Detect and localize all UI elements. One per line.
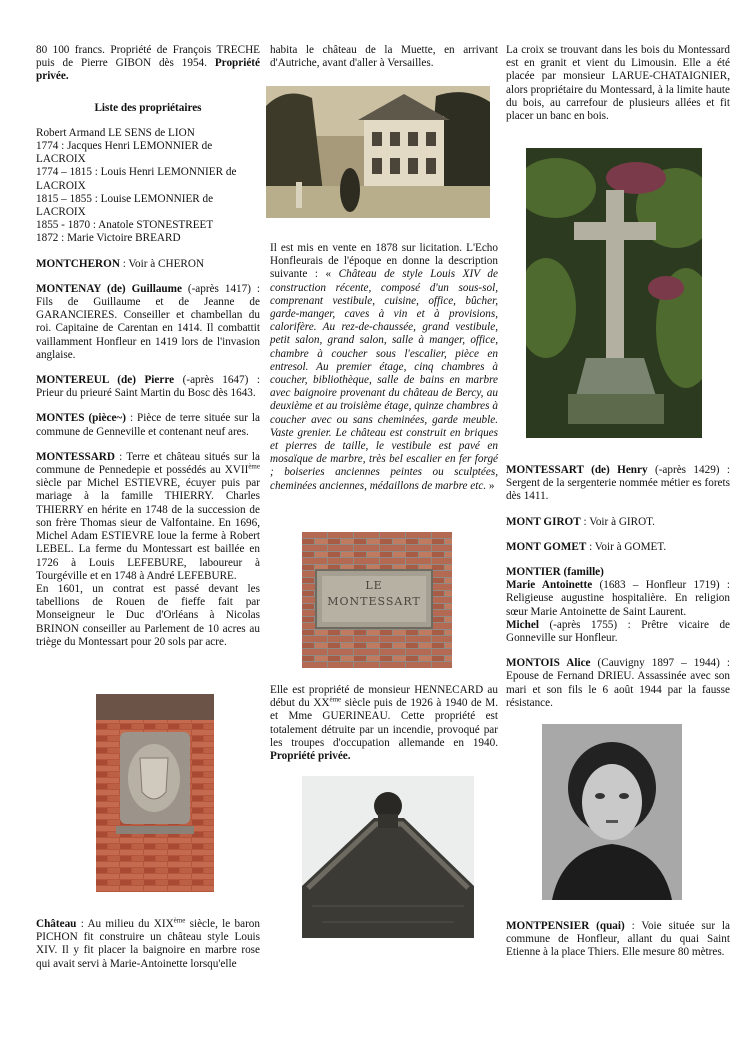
entry-michel: Michel (-après 1755) : Prêtre vicaire de Gonneville sur Honfleur. (506, 618, 730, 645)
sale-description (270, 242, 498, 505)
entry-montessard-contract: En 1601, un contrat est passé devant les tabellions de Rouen de fieffe fait par Monseigneur le Duc d'Orléans à Nicolas BRINON conseiller au Parlement de 10 acres au triège du Montessart pour 20 sols par acre. (36, 582, 260, 648)
entry-chateau: Château : Au milieu du XIXème siècle, le baron PICHON fit construire un château style Louis XIV. Il y fit placer la baignoire en marbre rose qui avait servi à Marie-Antoinette lorsqu'elle (36, 916, 260, 970)
owners-list-title: Liste des propriétaires (94, 101, 202, 114)
column-2 (270, 44, 498, 82)
owner-item: 1774 : Jacques Henri LEMONNIER de LACROIX (36, 140, 213, 166)
trechE-paragraph: 80 100 francs. Propriété de François TRECHE puis de Pierre GIBON dès 1954. Propriété privée. (36, 44, 260, 83)
entry-montier: MONTIER (famille) (506, 566, 604, 579)
entry-montpensier: MONTPENSIER (quai) : Voie située sur la commune de Honfleur, allant du quai Saint Etienne à la place Thiers. Elle mesure 80 mètres. (506, 920, 730, 959)
chateau-entry (36, 918, 260, 983)
plaque-line-2: MONTESSART (327, 595, 421, 608)
plaque-line-1: LE (365, 579, 383, 592)
column-3-entries (506, 464, 730, 722)
portrait-icon (542, 724, 682, 900)
sale-paragraph: Il est mis en vente en 1878 sur licitation. L'Echo Honfleurais de l'époque en donne la description suivante : « Château de style Louis XIV de construction récente, composé d'un sous-sol, comprenant vestibule, cuisine, office, bûcher, garde-manger, caves à vin et à provisions, calorifère. Au rez-de-chaussée, grand vestibule, petit salon, grand salon, salle à manger, office, chambre à coucher sous l'escalier, pièce en entresol. Au premier étage, cinq chambres à coucher, bibliothèque, salle de bains en marbre avec baignoire provenant du château de Bercy, au deuxième et au troisième étage, quinze chambres à coucher avec ou sans cheminées, garde meuble. Vaste grenier. Le château est construit en briques et pierres de taille, le vestibule est pavé en mosaïque de marbre, très bel escalier en fer forgé ; boiseries anciennes peintes ou sculptées, cheminées anciennes, médaillons de marbre etc. » (270, 242, 498, 492)
hennecard-entry (270, 684, 498, 775)
entry-montes: MONTES (pièce~) : Pièce de terre située sur la commune de Genneville et contenant neuf ares. (36, 412, 261, 438)
coat-of-arms-photo (96, 694, 214, 892)
entry-marie-antoinette: Marie Antoinette (1683 – Honfleur 1719) : Religieuse augustine hospitalière. En religion sœur Marie Antoinette de Saint Laurent. (506, 579, 730, 618)
owner-item: Robert Armand LE SENS de LION (36, 126, 195, 139)
entry-mont-gomet: MONT GOMET : Voir à GOMET. (506, 540, 667, 553)
montessart-plaque-photo (302, 532, 452, 668)
brick-wall-icon (96, 694, 214, 892)
owner-item: 1815 – 1855 : Louise LEMONNIER de LACROIX (36, 192, 214, 219)
chateau-postcard-photo (266, 86, 490, 218)
entry-mont-girot: MONT GIROT : Voir à GIROT. (506, 515, 655, 528)
gable-statue-photo (302, 776, 474, 938)
portrait-photo (542, 724, 682, 900)
cross-paragraph: La croix se trouvant dans les bois du Montessard est en granit et vient du Limousin. Elle a été placée par monsieur LARUE-CHATAIGNIER, alors propriétaire du Montessard, à la limite haute du bois, au carrefour de plusieurs allées et fit placer un banc en bois. (506, 44, 730, 123)
chateau-icon (266, 86, 490, 218)
owner-item: 1855 - 1870 : Anatole STONESTREET (36, 219, 214, 232)
cross-icon (526, 148, 702, 438)
private-property-label: Propriété privée. (36, 57, 260, 83)
hennecard-paragraph: Elle est propriété de monsieur HENNECARD au début du XXème siècle puis de 1926 à 1940 de M. et Mme GUERINEAU. Cette propriété est totalement détruite par un incendie, provoqué par les troupes d'occupation allemande en 1940. Propriété privée. (270, 684, 499, 763)
owner-item: 1872 : Marie Victoire BREARD (36, 232, 181, 245)
entry-montois: MONTOIS Alice (Cauvigny 1897 – 1944) : Epouse de Fernand DRIEU. Assassinée avec son mari et son fils le 6 août 1944 par la fausse résistance. (506, 657, 730, 709)
muette-paragraph: habita le château de la Muette, en arrivant d'Autriche, avant d'aller à Versailles. (270, 44, 498, 70)
statue-icon (302, 776, 474, 938)
owner-item: 1774 – 1815 : Louis Henri LEMONNIER de LACROIX (36, 166, 237, 192)
entry-montcheron: MONTCHERON : Voir à CHERON (36, 257, 205, 270)
entry-montenay: MONTENAY (de) Guillaume (-après 1417) : Fils de Guillaume et de Jeanne de GARANCIERES. Conseiller et chambellan du roi. Capitaine de Carentan en 1414. Il combattit vaillamment Honfleur en 1419 lors de l'invasion anglaise. (36, 282, 260, 361)
entry-montereul: MONTEREUL (de) Pierre (-après 1647) : Prieur du prieuré Saint Martin du Bosc dès 1643. (36, 374, 260, 400)
column-3 (506, 44, 730, 135)
column-1 (36, 44, 260, 661)
entry-montessart: MONTESSART (de) Henry (-après 1429) : Sergent de la sergenterie nommée métier es forets dès 1411. (506, 464, 731, 503)
entry-montessard: MONTESSARD : Terre et château situés sur la commune de Pennedepie et possédés au XVIIème siècle par Michel ESTIEVRE, écuyer puis par mariage à la famille THIERRY. Charles THIERRY en hérite en 1748 de la succession de son frère Thomas sieur de Valfontaine. En 1696, Michel Adam ESTIEVRE loue la ferme à Robert LEBEL. La ferme du Montessart est baillée en 1726 à Louis LEFEBURE, laboureur à Tourgéville et en 1748 à André LEFEBURE. (36, 450, 260, 582)
stone-cross-photo (526, 148, 702, 438)
montpensier-entry (506, 920, 730, 972)
owners-list (36, 127, 260, 246)
